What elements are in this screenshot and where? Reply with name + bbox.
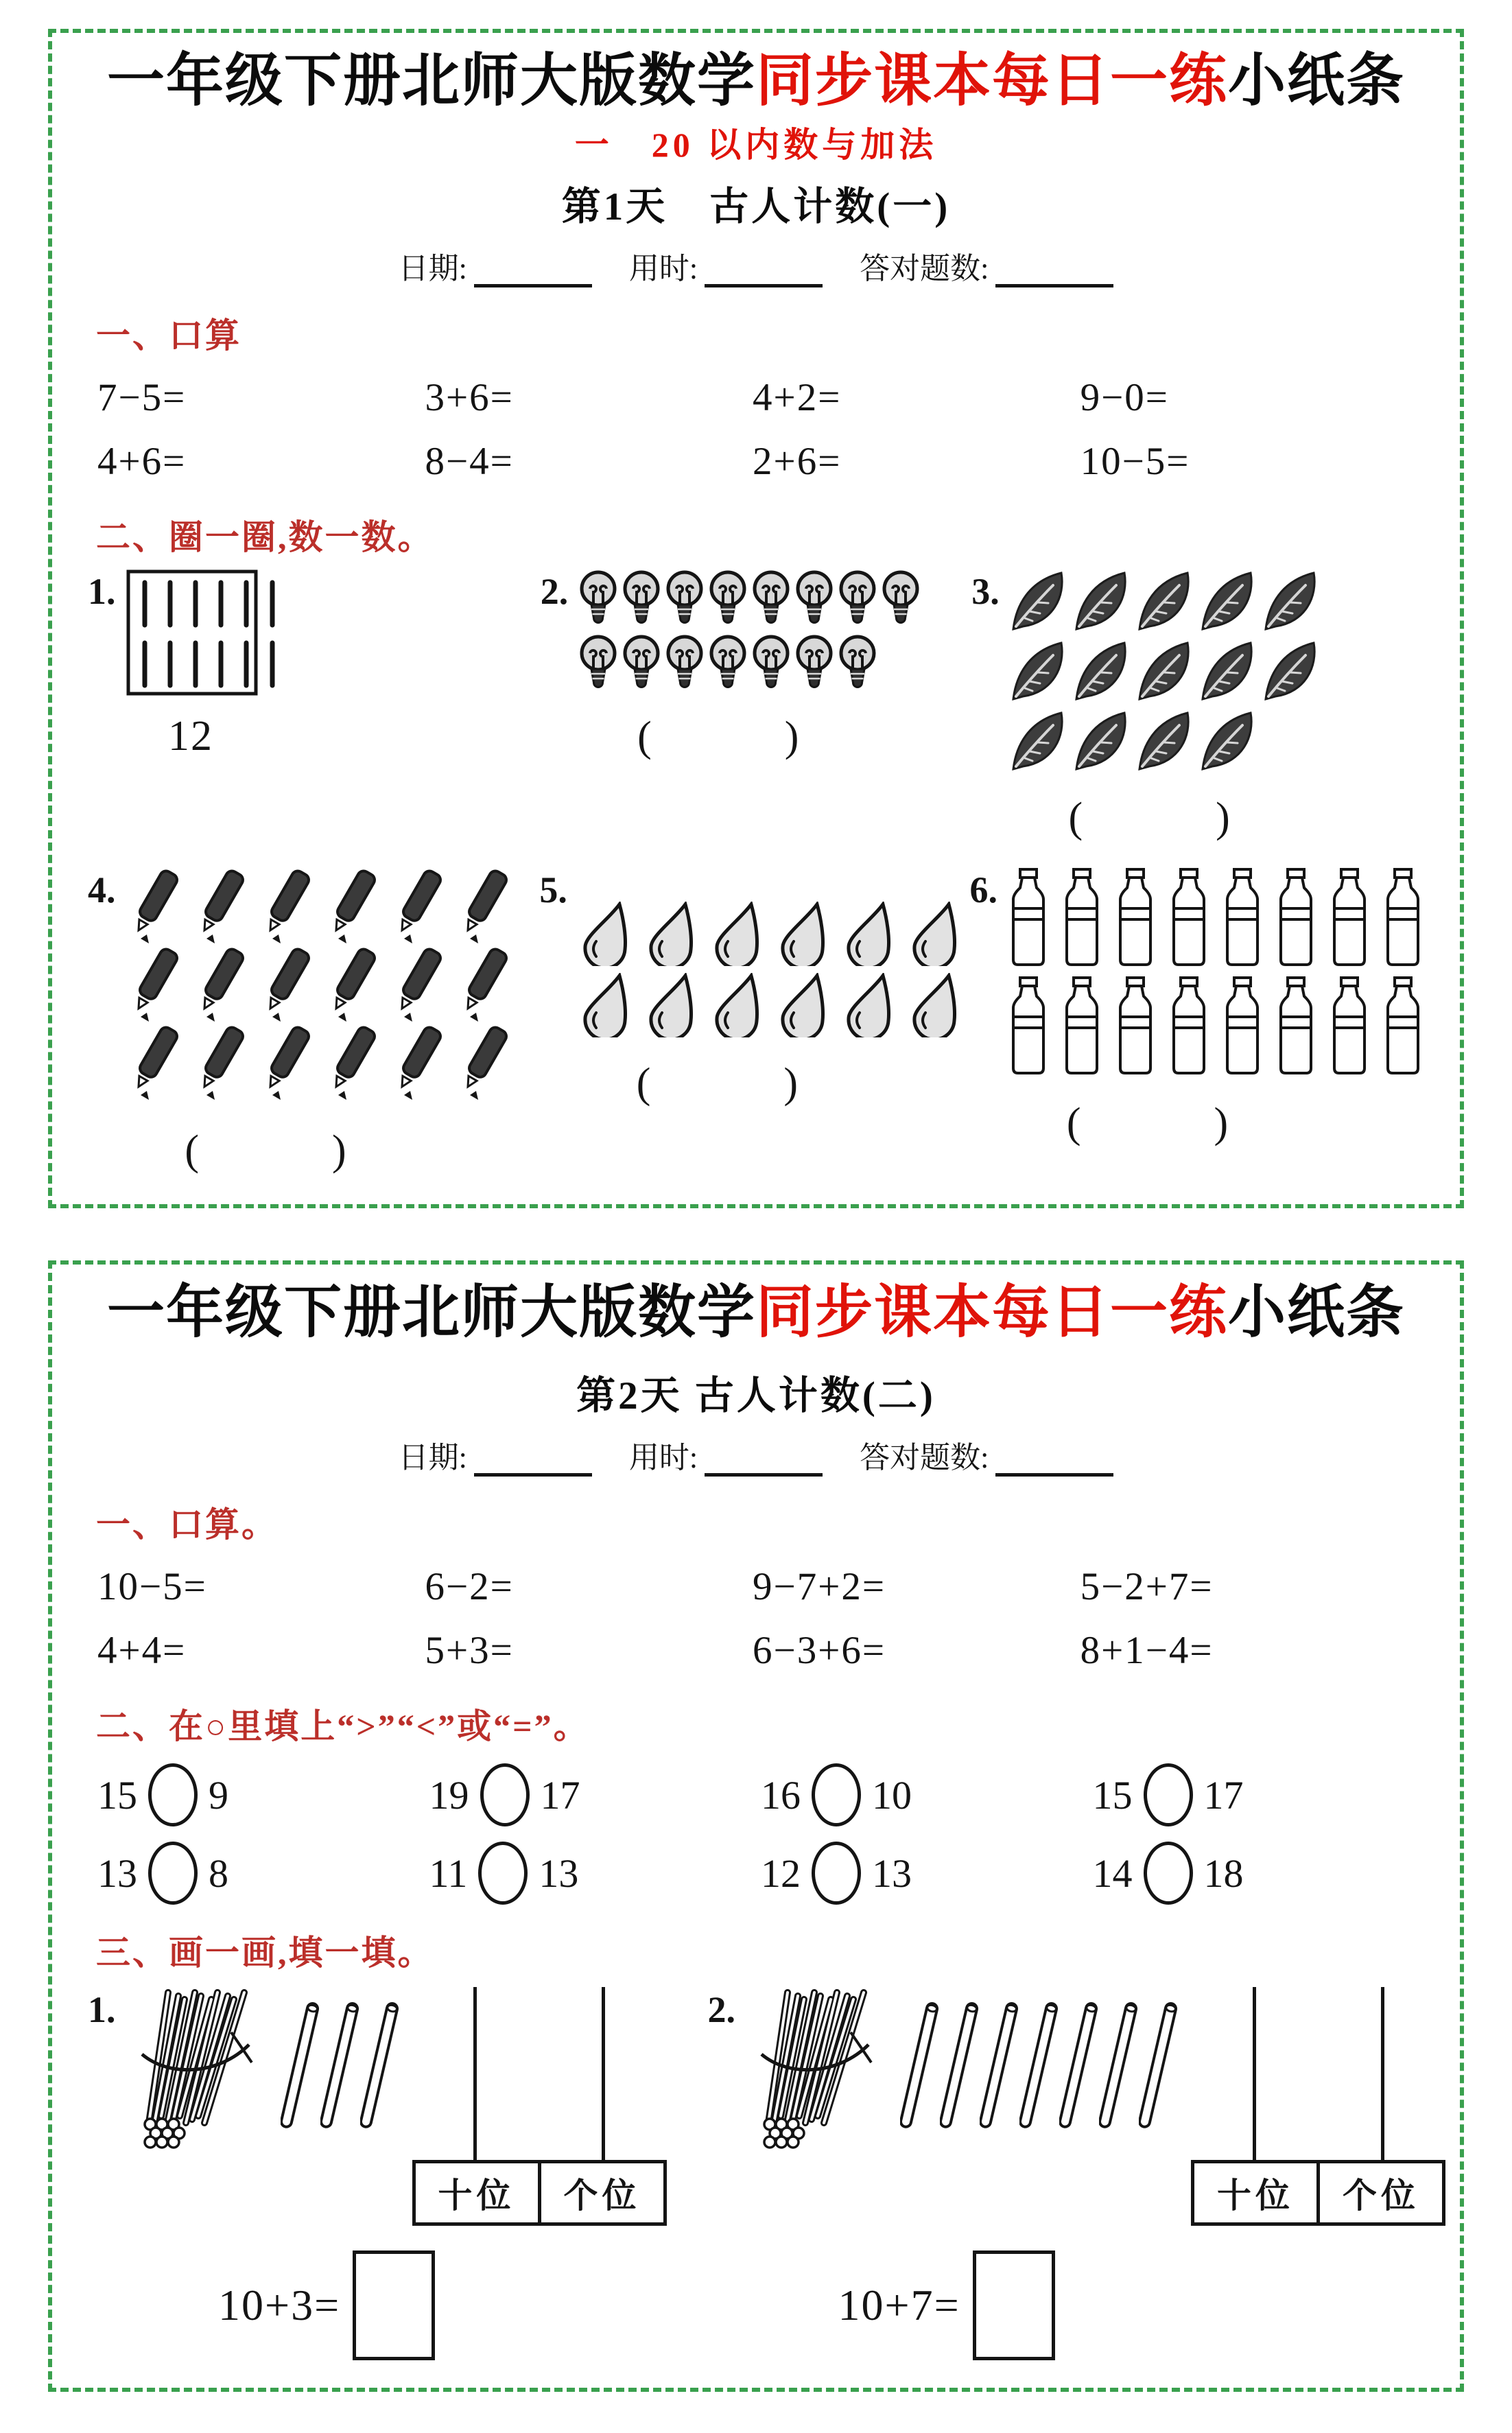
tally-count-label: 12 [168, 713, 213, 760]
light-bulbs-image[interactable] [578, 569, 921, 691]
right-number: 17 [540, 1772, 580, 1818]
date-blank[interactable] [474, 252, 592, 287]
right-number: 9 [209, 1772, 228, 1818]
answer-parentheses[interactable]: ( ) [185, 1127, 348, 1175]
place-value-diagram[interactable] [412, 1987, 667, 2226]
right-number: 18 [1203, 1850, 1244, 1896]
right-number: 13 [539, 1850, 579, 1896]
ones-place-label: 个位 [1316, 2163, 1442, 2222]
comparison-row2 [97, 1842, 1424, 1905]
comparison [429, 1842, 761, 1905]
place-value-table [1191, 2160, 1445, 2226]
count-item-3 [971, 569, 1424, 844]
count-item-5 [539, 867, 969, 1177]
right-number: 8 [209, 1850, 228, 1896]
comparison-circle[interactable] [148, 1842, 198, 1905]
item-number: 4. [88, 869, 116, 911]
comparison [429, 1763, 761, 1826]
problem: 10−5= [97, 1565, 207, 1609]
answer-parentheses[interactable]: ( ) [1068, 795, 1231, 842]
comparison [761, 1763, 1093, 1826]
problem: 8+1−4= [1080, 1629, 1214, 1673]
answer-parentheses[interactable]: ( ) [1066, 1100, 1230, 1147]
oral-problems-row1 [88, 1551, 1424, 1614]
score-label: 答对题数: [860, 1441, 989, 1475]
comparison-circle[interactable] [148, 1763, 198, 1826]
item-number: 1. [88, 1989, 116, 2031]
loose-sticks-image [281, 1997, 399, 2134]
equation-text: 10+3= [218, 2281, 341, 2330]
ones-place-label: 个位 [538, 2163, 663, 2222]
day2-title: 第2天 古人计数(二) [576, 1374, 936, 1418]
problem: 5+3= [425, 1629, 514, 1673]
comparison-circle[interactable] [812, 1763, 861, 1826]
tens-place-label: 十位 [1217, 2176, 1294, 2215]
left-number: 11 [429, 1850, 468, 1896]
tens-place-label: 十位 [438, 2176, 515, 2215]
comparison-circle[interactable] [478, 1842, 528, 1905]
title-black-part2: 小纸条 [1228, 1280, 1406, 1345]
unit-title: 一 20 以内数与加法 [574, 126, 938, 165]
left-number: 19 [429, 1772, 469, 1818]
problem: 4+6= [97, 440, 187, 484]
item-number: 6. [969, 869, 997, 911]
section1-title: 一、口算 [96, 316, 241, 355]
loose-sticks-image [900, 1997, 1177, 2134]
left-number: 13 [97, 1850, 137, 1896]
answer-parentheses[interactable]: ( ) [637, 714, 801, 761]
draw-item-1 [88, 1987, 708, 2360]
problem: 7−5= [97, 376, 187, 420]
counting-items-row2 [88, 867, 1424, 1177]
problem: 6−2= [425, 1565, 514, 1609]
oral-problems-row2 [88, 425, 1424, 489]
worksheet-day1 [48, 29, 1464, 1208]
problem: 3+6= [425, 376, 514, 420]
time-blank[interactable] [705, 1442, 823, 1477]
leaves-image[interactable] [1009, 569, 1319, 772]
problem: 6−3+6= [753, 1629, 886, 1673]
meta-line [88, 1433, 1424, 1477]
count-item-1 [88, 569, 541, 844]
title-black-part1: 一年级下册北师大版数学 [106, 48, 756, 113]
problem: 5−2+7= [1080, 1565, 1214, 1609]
item-number: 1. [88, 571, 116, 613]
rod-line [473, 1987, 477, 2160]
counting-rods[interactable] [473, 1987, 605, 2160]
bundle-of-10-sticks-icon [130, 1987, 267, 2150]
comparison-circle[interactable] [1144, 1842, 1193, 1905]
item-number: 2. [707, 1989, 735, 2031]
right-number: 17 [1203, 1772, 1244, 1818]
right-number: 13 [872, 1850, 912, 1896]
answer-parentheses[interactable]: ( ) [636, 1060, 800, 1107]
count-item-2 [541, 569, 971, 844]
oral-problems-row1 [88, 362, 1424, 425]
score-blank[interactable] [995, 252, 1113, 287]
water-drops-image[interactable] [577, 902, 962, 1037]
section3-title: 三、画一画,填一填。 [96, 1934, 434, 1973]
draw-item-2 [708, 1987, 1487, 2360]
bottles-image[interactable] [1007, 867, 1424, 1077]
problem: 4+4= [97, 1629, 187, 1673]
date-label: 日期: [398, 252, 467, 286]
place-value-diagram[interactable] [1191, 1987, 1445, 2226]
title-red-part: 同步课本每日一练 [755, 1280, 1228, 1345]
problem: 9−7+2= [753, 1565, 886, 1609]
comparison [761, 1842, 1093, 1905]
comparison-circle[interactable] [1144, 1763, 1193, 1826]
rod-line [1253, 1987, 1256, 2160]
day1-title: 第1天 古人计数(一) [561, 185, 951, 229]
comparison-circle[interactable] [812, 1842, 861, 1905]
answer-box[interactable] [973, 2250, 1055, 2360]
draw-items-row [88, 1987, 1424, 2360]
problem: 10−5= [1080, 440, 1190, 484]
title-black-part1: 一年级下册北师大版数学 [106, 1280, 756, 1345]
problem: 9−0= [1080, 376, 1169, 420]
tally-box-image[interactable] [126, 569, 296, 701]
answer-box[interactable] [353, 2250, 435, 2360]
equation-line [218, 2250, 708, 2360]
place-value-table [412, 2160, 667, 2226]
date-label: 日期: [398, 1441, 467, 1475]
left-number: 12 [761, 1850, 801, 1896]
comparison-row1 [97, 1763, 1424, 1826]
comparison [1093, 1763, 1425, 1826]
score-blank[interactable] [995, 1442, 1113, 1477]
rod-line [602, 1987, 605, 2160]
counting-items-row1 [88, 569, 1424, 844]
count-item-4 [88, 867, 539, 1177]
equation-text: 10+7= [838, 2281, 960, 2330]
bundle-of-10-sticks-icon [749, 1987, 886, 2150]
item-number: 2. [540, 571, 569, 613]
problem: 4+2= [753, 376, 842, 420]
section1-title: 一、口算。 [96, 1505, 278, 1544]
date-blank[interactable] [474, 1442, 592, 1477]
item-number: 3. [971, 571, 1000, 613]
meta-line [88, 244, 1424, 287]
title-black-part2: 小纸条 [1228, 48, 1406, 113]
title-red-part: 同步课本每日一练 [755, 48, 1228, 113]
comparison-circle[interactable] [480, 1763, 530, 1826]
score-label: 答对题数: [860, 252, 989, 286]
problem: 8−4= [425, 440, 514, 484]
time-label: 用时: [628, 252, 698, 286]
left-number: 16 [761, 1772, 801, 1818]
equation-line [838, 2250, 1487, 2360]
time-label: 用时: [628, 1441, 698, 1475]
worksheet-day2 [48, 1260, 1464, 2392]
comparison [97, 1763, 429, 1826]
left-number: 15 [97, 1772, 137, 1818]
oral-problems-row2 [88, 1614, 1424, 1678]
comparison [1093, 1842, 1425, 1905]
rod-line [1381, 1987, 1384, 2160]
left-number: 14 [1092, 1850, 1133, 1896]
problem: 2+6= [753, 440, 842, 484]
right-number: 10 [872, 1772, 912, 1818]
crayons-image[interactable] [126, 867, 512, 1105]
time-blank[interactable] [705, 252, 823, 287]
comparison [97, 1842, 429, 1905]
item-number: 5. [539, 869, 567, 911]
counting-rods[interactable] [1253, 1987, 1384, 2160]
left-number: 15 [1092, 1772, 1133, 1818]
section2-title: 二、在○里填上“>”“<”或“=”。 [96, 1707, 590, 1746]
count-item-6 [970, 867, 1425, 1177]
page-title [88, 47, 1424, 115]
section2-title: 二、圈一圈,数一数。 [96, 518, 434, 557]
page-title [88, 1278, 1424, 1346]
